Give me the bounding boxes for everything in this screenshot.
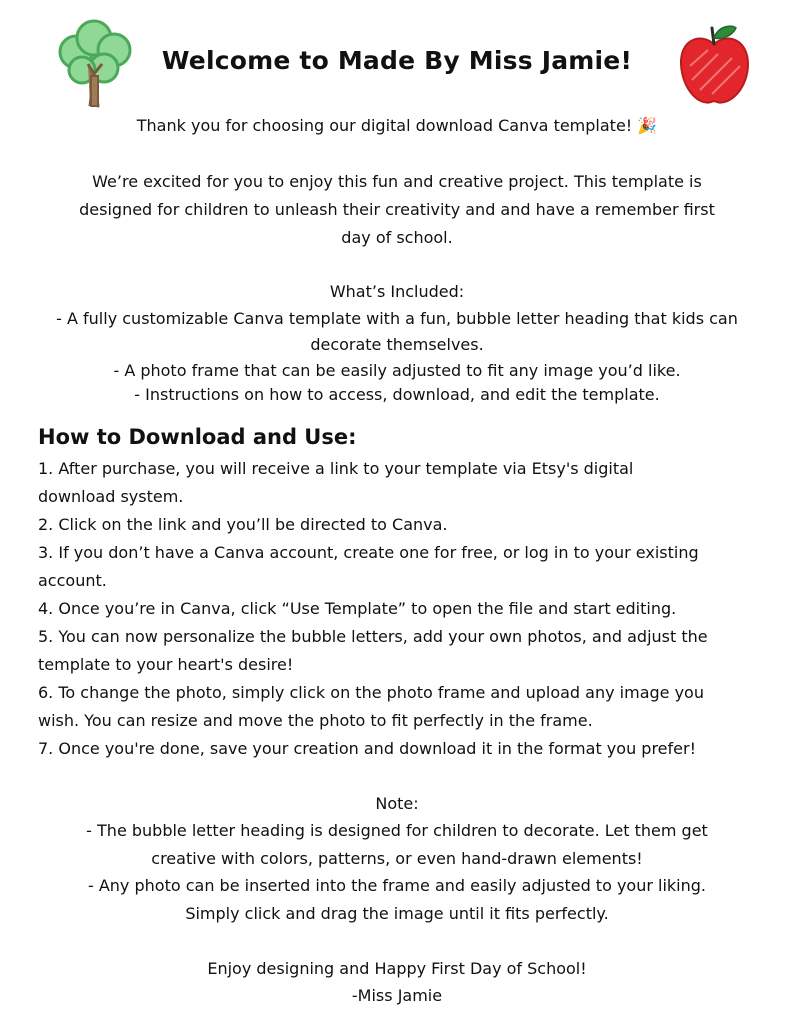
note-line: - Any photo can be inserted into the frame and easily adjusted to your liking. [87,876,706,895]
howto-line: 5. You can now personalize the bubble letters, add your own photos, and adjust the [38,627,708,646]
signature: -Miss Jamie [351,986,443,1005]
howto-line: template to your heart's desire! [38,655,294,674]
note-line: creative with colors, patterns, or even hand-drawn elements! [151,849,643,868]
included-line: - A fully customizable Canva template with a fun, bubble letter heading that kids can [56,309,738,328]
thanks-text: Thank you for choosing our digital download Canva template! 🎉 [136,116,658,135]
howto-line: 7. Once you're done, save your creation and download it in the format you prefer! [38,739,696,758]
included-line: - A photo frame that can be easily adjusted to fit any image you’d like. [113,361,681,380]
howto-line: 4. Once you’re in Canva, click “Use Template” to open the file and start editing. [38,599,677,618]
note-line: - The bubble letter heading is designed for children to decorate. Let them get [86,821,708,840]
closing-message: Enjoy designing and Happy First Day of School! [207,959,587,978]
howto-heading: How to Download and Use: [38,425,357,449]
note-line: Simply click and drag the image until it fits perfectly. [185,904,609,923]
howto-line: wish. You can resize and move the photo to fit perfectly in the frame. [38,711,593,730]
included-line: - Instructions on how to access, download, and edit the template. [134,385,660,404]
howto-line: 2. Click on the link and you’ll be directed to Canva. [38,515,448,534]
howto-line: 1. After purchase, you will receive a link to your template via Etsy's digital [38,459,634,478]
howto-line: account. [38,571,107,590]
note-heading: Note: [375,794,419,813]
intro-line: day of school. [341,228,453,247]
howto-line: 6. To change the photo, simply click on the photo frame and upload any image you [38,683,704,702]
page-title: Welcome to Made By Miss Jamie! [161,46,633,75]
intro-line: We’re excited for you to enjoy this fun and creative project. This template is [92,172,702,191]
howto-line: download system. [38,487,184,506]
howto-line: 3. If you don’t have a Canva account, create one for free, or log in to your existing [38,543,699,562]
included-heading: What’s Included: [329,282,465,301]
included-line: decorate themselves. [310,335,484,354]
intro-line: designed for children to unleash their creativity and and have a remember first [79,200,715,219]
